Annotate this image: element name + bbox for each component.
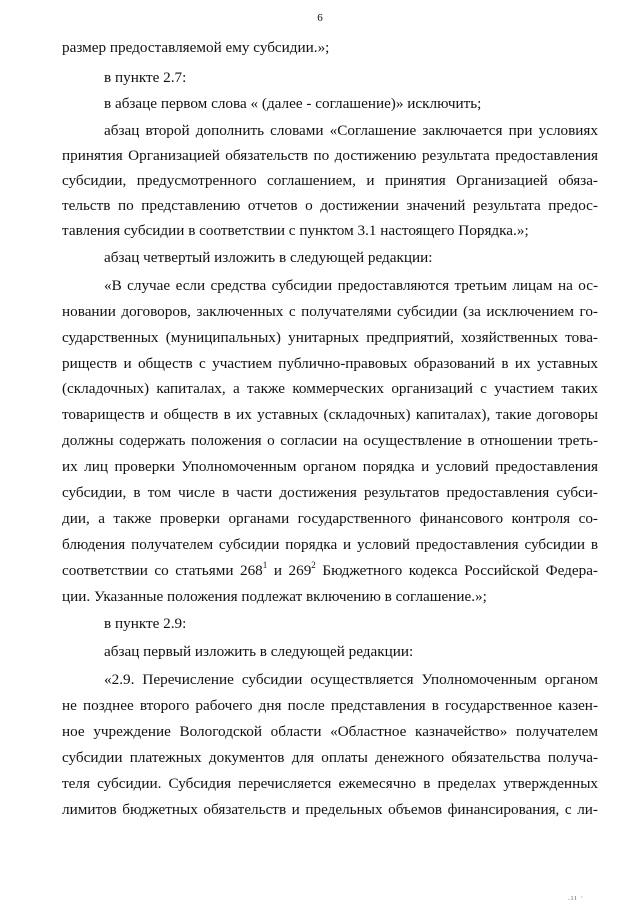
text-line: дии, а также проверки органами государственного финансового контроля со- — [62, 510, 598, 527]
text-line: должны содержать положения о согласии на осуществление в отношении треть- — [62, 432, 598, 449]
text-line: ции. Указанные положения подлежат включению в соглашение.»; — [62, 588, 487, 605]
text-line: новании договоров, заключенных с получателями субсидии (за исключением го- — [62, 303, 598, 320]
articles-text-3: Бюджетного кодекса Российской Федера- — [315, 562, 598, 579]
text-line: абзац второй дополнить словами «Соглашение заключается при условиях — [104, 122, 598, 139]
text-line: не позднее второго рабочего дня после представления в государственное казен- — [62, 697, 598, 714]
text-line: в абзаце первом слова « (далее - соглашение)» исключить; — [104, 95, 482, 112]
text-line: тавления субсидии в соответствии с пунктом 3.1 настоящего Порядка.»; — [62, 222, 529, 239]
text-line: (складочных) капиталах, а также коммерческих организаций с участием таких — [62, 380, 598, 397]
text-line: их лиц проверки Уполномоченным органом порядка и условий предоставления — [62, 458, 598, 475]
articles-text-1: соответствии со статьями 268 — [62, 562, 263, 579]
text-line: абзац первый изложить в следующей редакции: — [104, 643, 414, 660]
text-line: сударственных (муниципальных) унитарных предприятий, хозяйственных това- — [62, 329, 598, 346]
text-line: лимитов бюджетных обязательств и предельных объемов финансирования, с ли- — [62, 801, 598, 818]
text-line: субсидии платежных документов для оплаты денежного обязательства получа- — [62, 749, 598, 766]
text-line: «В случае если средства субсидии предоставляются третьим лицам на ос- — [104, 277, 598, 294]
page-number: 6 — [317, 12, 323, 24]
text-line: субсидии, в том числе в части достижения результатов предоставления субси- — [62, 484, 598, 501]
article-superscript-1: 1 — [262, 561, 268, 570]
text-line: в пункте 2.9: — [104, 615, 187, 632]
text-line-articles — [62, 561, 598, 581]
article-superscript-2: 2 — [311, 561, 316, 570]
text-line: «2.9. Перечисление субсидии осуществляется Уполномоченным органом — [104, 671, 598, 688]
text-line: ное учреждение Вологодской области «Областное казначейство» получателем — [62, 723, 598, 740]
text-line: риществ и обществ с участием публично-правовых образований в их уставных — [62, 355, 598, 372]
text-line: тельств по представлению отчетов о достижении значений результата предос- — [62, 197, 598, 214]
scan-marks: .ıı · — [568, 893, 585, 902]
text-line: размер предоставляемой ему субсидии.»; — [62, 39, 330, 56]
text-line: товариществ и обществ в их уставных (складочных) капиталах), такие договоры — [62, 406, 598, 423]
text-line: абзац четвертый изложить в следующей редакции: — [104, 249, 433, 266]
text-line: блюдения получателем субсидии порядка и условий предоставления субсидии в — [62, 536, 598, 553]
text-line: субсидии, предусмотренного соглашением, и принятия Организацией обяза- — [62, 172, 598, 189]
text-line: в пункте 2.7: — [104, 69, 187, 86]
articles-text-2: и 269 — [267, 562, 312, 579]
text-line: теля субсидии. Субсидия перечисляется ежемесячно в пределах утвержденных — [62, 775, 598, 792]
text-line: принятия Организацией обязательств по достижению результата предоставления — [62, 147, 598, 164]
